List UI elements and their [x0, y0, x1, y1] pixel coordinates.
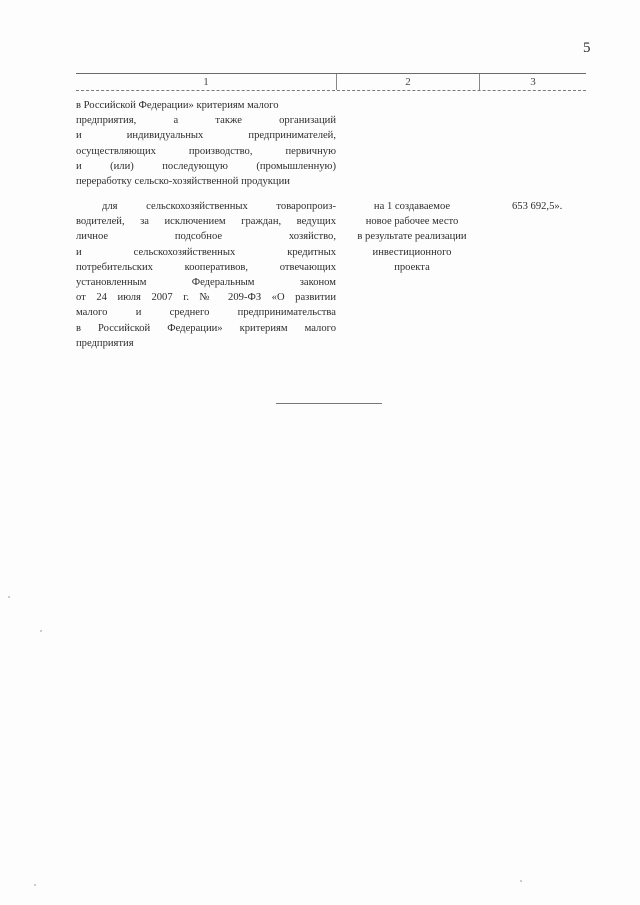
row2-col2-line: в результате реализации	[357, 231, 467, 243]
row2-col1-line: от 24 июля 2007 г. № 209-ФЗ «О развитии	[76, 292, 336, 304]
row2-col1-line: малого и среднего предпринимательства	[76, 307, 336, 319]
row2-col2-text	[341, 199, 483, 275]
row1-col1-line: предприятия, а также организаций	[76, 115, 336, 127]
row2-col1-line: водителей, за исключением граждан, ведущих	[76, 216, 336, 228]
table-header-col-2: 2	[337, 74, 480, 90]
row2-col1-line: и сельскохозяйственных кредитных	[76, 246, 336, 258]
row1-col1-line: и (или) последующую (промышленную)	[76, 160, 336, 172]
table-header-row	[76, 73, 586, 91]
scan-speck	[8, 596, 10, 598]
table-header-col-1: 1	[76, 74, 337, 90]
row2-col1-line: предприятия	[76, 337, 134, 349]
row2-col1-line: личное подсобное хозяйство,	[76, 231, 336, 243]
row1-col1-text	[76, 98, 336, 189]
row2-col1-line: в Российской Федерации» критериям малого	[76, 322, 336, 334]
row2-col3-value: 653 692,5».	[512, 201, 563, 212]
scan-speck	[34, 884, 36, 886]
row1-col1-line: в Российской Федерации» критериям малого	[76, 100, 279, 111]
row2-col1-line: установленным Федеральным законом	[76, 277, 336, 289]
section-divider-line	[276, 403, 382, 404]
row2-col1-line: для сельскохозяйственных товаропроиз-	[102, 201, 336, 212]
row2-col2-line: инвестиционного	[372, 246, 452, 258]
row2-col1-line: потребительских кооперативов, отвечающих	[76, 261, 336, 273]
scan-speck	[520, 880, 522, 882]
page-number: 5	[583, 40, 591, 56]
row1-col1-line: и индивидуальных предпринимателей,	[76, 130, 336, 142]
row2-col2-line: новое рабочее место	[365, 216, 459, 228]
row1-col1-line: осуществляющих производство, первичную	[76, 145, 336, 157]
table-header-col-3: 3	[530, 76, 536, 88]
scan-speck	[40, 630, 42, 632]
row2-col1-text	[76, 199, 336, 351]
row2-col2-line: проекта	[394, 261, 430, 273]
row2-col2-line: на 1 создаваемое	[373, 201, 451, 212]
row1-col1-line: переработку сельско-хозяйственной продукции	[76, 176, 290, 188]
